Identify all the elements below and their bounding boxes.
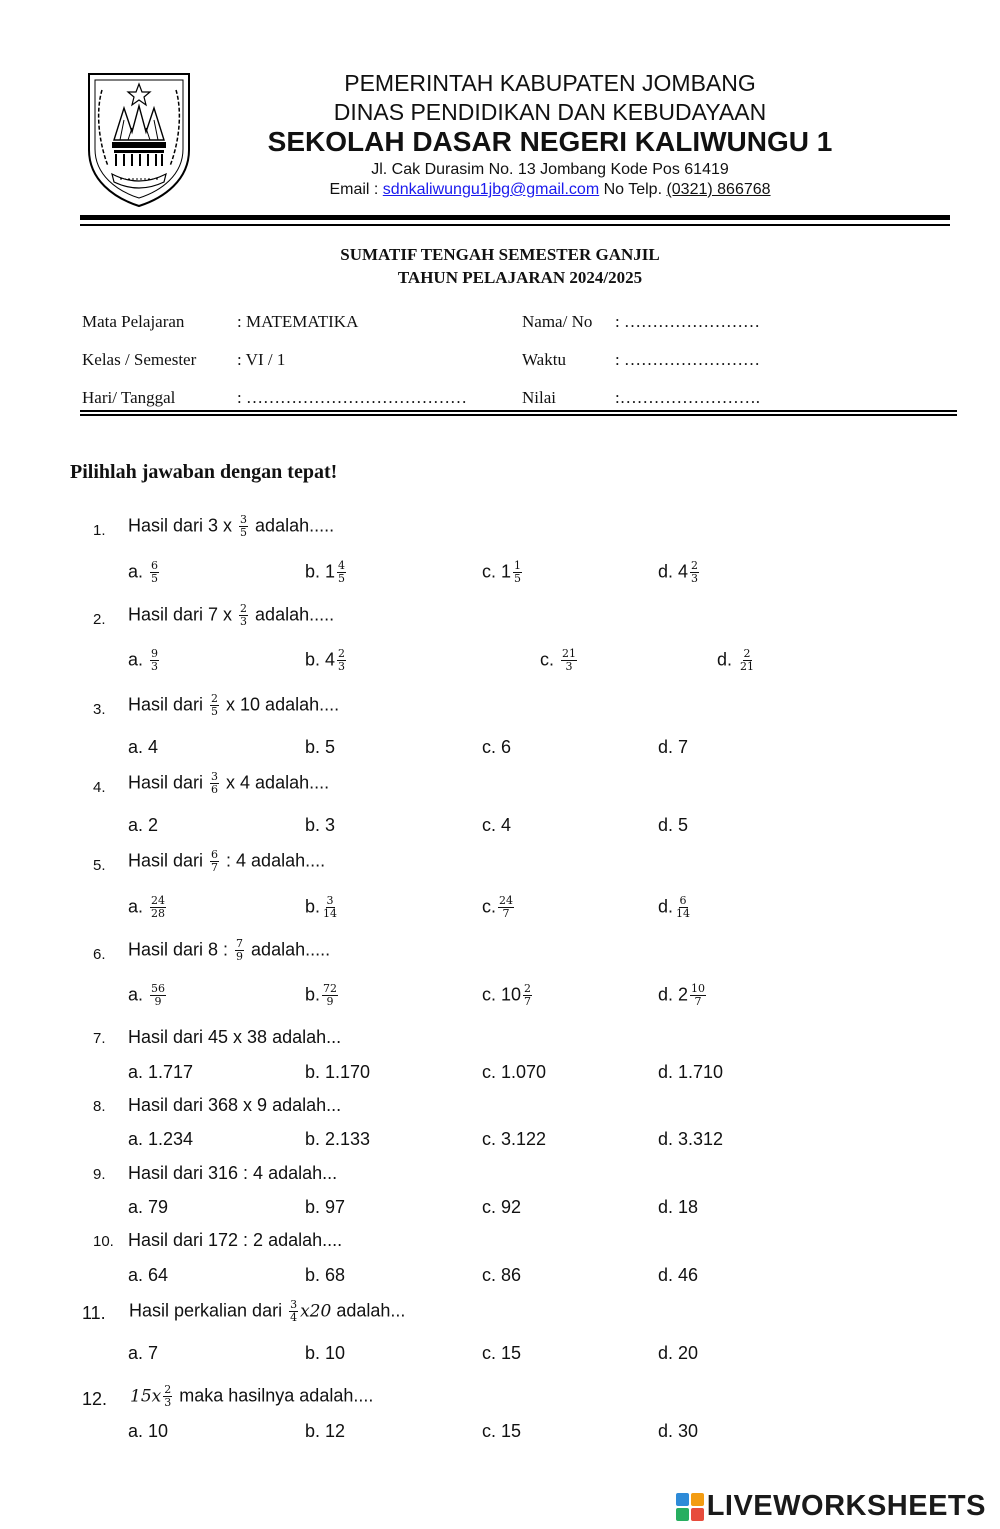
option-d[interactable]: d. 1.710: [658, 1062, 724, 1082]
date-field[interactable]: : …………………………………: [237, 388, 467, 407]
question-text: Hasil dari $\frac{2}{5}$ x 10 adalah....: [128, 692, 340, 718]
header-divider-thin: [80, 224, 950, 226]
date-label: Hari/ Tanggal: [82, 388, 176, 407]
option-c[interactable]: c. $\frac{21}{3}$: [540, 647, 577, 673]
option-c[interactable]: c. $\frac{24}{7}$: [482, 894, 514, 920]
time-field[interactable]: : ……………………: [615, 350, 760, 369]
option-a[interactable]: a. 1.717: [128, 1062, 194, 1082]
option-b[interactable]: b. 68: [305, 1265, 346, 1285]
question-number: 7.: [93, 1030, 106, 1047]
phone-number: (0321) 866768: [666, 181, 771, 198]
question-number: 3.: [93, 701, 106, 718]
score-label: Nilai: [522, 388, 556, 407]
option-a[interactable]: a. 79: [128, 1197, 169, 1217]
option-c[interactable]: c. 15: [482, 1421, 522, 1441]
name-label: Nama/ No: [522, 312, 593, 331]
option-c[interactable]: c. 15: [482, 1343, 522, 1363]
question-number: 12.: [82, 1389, 108, 1409]
liveworksheets-brand: LIVEWORKSHEETS: [706, 1490, 986, 1522]
option-d[interactable]: d. 3.312: [658, 1129, 724, 1149]
option-a[interactable]: a. 10: [128, 1421, 169, 1441]
option-d[interactable]: d. 20: [658, 1343, 699, 1363]
option-c[interactable]: c. 1 $\frac{1}{5}$: [482, 559, 522, 585]
subject-label: Mata Pelajaran: [82, 312, 185, 331]
jombang-regency-crest-icon: [84, 70, 194, 210]
option-b[interactable]: b. 5: [305, 737, 336, 757]
exam-title: SUMATIF TENGAH SEMESTER GANJIL: [340, 245, 660, 264]
option-b[interactable]: b. 4 $\frac{2}{3}$: [305, 647, 346, 673]
option-c[interactable]: c. 6: [482, 737, 512, 757]
question-number: 9.: [93, 1166, 106, 1183]
question-text: Hasil dari $\frac{6}{7}$ : 4 adalah....: [128, 848, 326, 874]
question-number: 2.: [93, 611, 106, 628]
name-field[interactable]: : ……………………: [615, 312, 760, 331]
question-text: Hasil dari 3 x $\frac{3}{5}$ adalah.....: [128, 513, 335, 539]
question-text: Hasil dari 8 : $\frac{7}{9}$ adalah.....: [128, 937, 331, 963]
header-school-name: SEKOLAH DASAR NEGERI KALIWUNGU 1: [267, 126, 833, 157]
question-text: 15x $\frac{2}{3}$ maka hasilnya adalah....: [130, 1383, 374, 1409]
email-link[interactable]: sdnkaliwungu1jbg@gmail.com: [382, 181, 600, 198]
question-number: 4.: [93, 779, 106, 796]
header-divider-thick: [80, 215, 950, 220]
score-field[interactable]: :…………………….: [615, 388, 760, 407]
question-text: Hasil dari 316 : 4 adalah...: [128, 1163, 338, 1183]
email-label: Email :: [329, 181, 383, 198]
option-b[interactable]: b. 2.133: [305, 1129, 371, 1149]
liveworksheets-icon: [676, 1493, 704, 1521]
option-b[interactable]: b. 12: [305, 1421, 346, 1441]
option-b[interactable]: b. $\frac{72}{9}$: [305, 982, 338, 1008]
option-a[interactable]: a. 7: [128, 1343, 159, 1363]
option-c[interactable]: c. 10 $\frac{2}{7}$: [482, 982, 532, 1008]
option-d[interactable]: d. 30: [658, 1421, 699, 1441]
option-d[interactable]: d. 46: [658, 1265, 699, 1285]
option-b[interactable]: b. $\frac{3}{14}$: [305, 894, 338, 920]
info-divider-top: [80, 410, 957, 412]
question-number: 1.: [93, 522, 106, 539]
option-c[interactable]: c. 86: [482, 1265, 522, 1285]
question-number: 10.: [93, 1233, 114, 1250]
option-d[interactable]: d. 2 $\frac{10}{7}$: [658, 982, 706, 1008]
liveworksheets-logo: [676, 1490, 986, 1523]
header-government: PEMERINTAH KABUPATEN JOMBANG: [344, 70, 756, 96]
header-contact: [200, 181, 900, 199]
exam-year: TAHUN PELAJARAN 2024/2025: [397, 268, 643, 287]
header-address: Jl. Cak Durasim No. 13 Jombang Kode Pos 61419: [371, 161, 729, 178]
option-a[interactable]: a. 2: [128, 815, 159, 835]
info-divider-bottom: [80, 414, 957, 416]
phone-label: No Telp.: [599, 181, 667, 198]
option-a[interactable]: a. 64: [128, 1265, 169, 1285]
question-number: 11.: [82, 1303, 106, 1323]
option-a[interactable]: a. $\frac{6}{5}$: [128, 559, 159, 585]
option-d[interactable]: d. $\frac{2}{21}$: [717, 647, 755, 673]
option-d[interactable]: d. $\frac{6}{14}$: [658, 894, 691, 920]
option-c[interactable]: c. 3.122: [482, 1129, 547, 1149]
time-label: Waktu: [522, 350, 566, 369]
subject-value: : MATEMATIKA: [237, 312, 359, 331]
class-label: Kelas / Semester: [82, 350, 197, 369]
fraction: $\frac{3}{5}$: [240, 513, 248, 539]
question-text: Hasil dari 7 x $\frac{2}{3}$ adalah.....: [128, 602, 335, 628]
option-b[interactable]: b. 10: [305, 1343, 346, 1363]
option-a[interactable]: a. $\frac{24}{28}$: [128, 894, 166, 920]
option-a[interactable]: a. $\frac{9}{3}$: [128, 647, 159, 673]
question-number: 8.: [93, 1098, 106, 1115]
question-text: Hasil dari 368 x 9 adalah...: [128, 1095, 342, 1115]
option-a[interactable]: a. 1.234: [128, 1129, 194, 1149]
question-number: 5.: [93, 857, 106, 874]
header-department: DINAS PENDIDIKAN DAN KEBUDAYAAN: [333, 99, 767, 125]
instruction: Pilihlah jawaban dengan tepat!: [70, 461, 338, 483]
option-b[interactable]: b. 1 $\frac{4}{5}$: [305, 559, 346, 585]
question-text: Hasil dari 172 : 2 adalah....: [128, 1230, 343, 1250]
option-c[interactable]: c. 4: [482, 815, 512, 835]
question-number: 6.: [93, 946, 106, 963]
option-c[interactable]: c. 1.070: [482, 1062, 547, 1082]
option-d[interactable]: d. 4 $\frac{2}{3}$: [658, 559, 699, 585]
option-b[interactable]: b. 1.170: [305, 1062, 371, 1082]
question-text: Hasil perkalian dari $\frac{3}{4}$ x20 adalah...: [129, 1298, 406, 1324]
option-b[interactable]: b. 97: [305, 1197, 346, 1217]
option-d[interactable]: d. 7: [658, 737, 689, 757]
option-b[interactable]: b. 3: [305, 815, 336, 835]
question-text: Hasil dari $\frac{3}{6}$ x 4 adalah....: [128, 770, 330, 796]
option-d[interactable]: d. 18: [658, 1197, 699, 1217]
class-value: : VI / 1: [237, 350, 286, 369]
option-d[interactable]: d. 5: [658, 815, 689, 835]
question-text: Hasil dari 45 x 38 adalah...: [128, 1027, 342, 1047]
option-a[interactable]: a. $\frac{56}{9}$: [128, 982, 166, 1008]
option-c[interactable]: c. 92: [482, 1197, 522, 1217]
option-a[interactable]: a. 4: [128, 737, 159, 757]
